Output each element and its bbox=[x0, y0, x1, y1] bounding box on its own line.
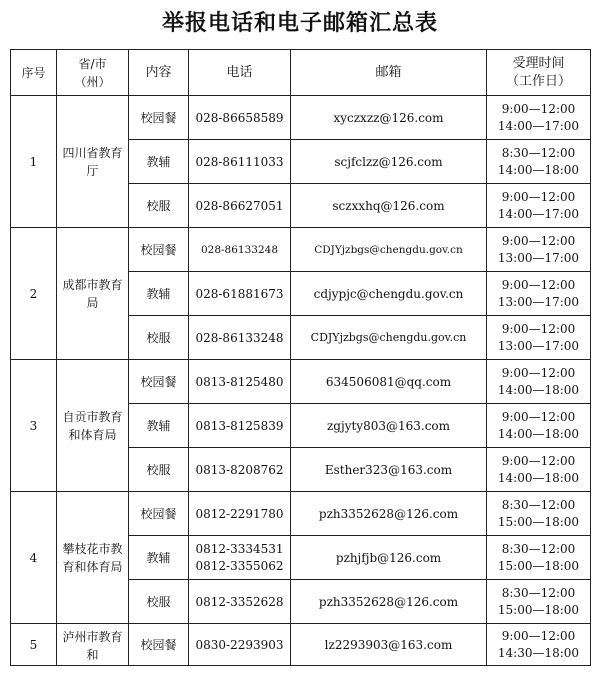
content-cell: 校园餐 bbox=[129, 96, 189, 140]
time-morning: 9:00—12:00 bbox=[501, 189, 576, 204]
time-afternoon: 15:00—18:00 bbox=[497, 602, 580, 617]
seq-cell: 4 bbox=[11, 492, 57, 624]
phone-cell: 028-86627051 bbox=[189, 184, 291, 228]
header-email: 邮箱 bbox=[291, 50, 487, 96]
phone-cell bbox=[189, 536, 291, 580]
time-morning: 8:30—12:00 bbox=[501, 497, 576, 512]
email-cell: cdjypjc@chengdu.gov.cn bbox=[291, 272, 487, 316]
time-morning: 8:30—12:00 bbox=[501, 585, 576, 600]
province-cell: 泸州市教育和 bbox=[57, 624, 129, 666]
email-cell: CDJYjzbgs@chengdu.gov.cn bbox=[291, 316, 487, 360]
time-afternoon: 15:00—18:00 bbox=[497, 558, 580, 573]
table-row bbox=[11, 492, 591, 536]
time-afternoon: 14:00—18:00 bbox=[497, 162, 580, 177]
seq-cell: 2 bbox=[11, 228, 57, 360]
time-morning: 9:00—12:00 bbox=[501, 409, 576, 424]
header-time-line2: （工作日） bbox=[505, 73, 571, 89]
time-afternoon: 14:00—18:00 bbox=[497, 470, 580, 485]
phone-cell: 0813-8208762 bbox=[189, 448, 291, 492]
phone-cell: 0812-3352628 bbox=[189, 580, 291, 624]
phone-line2: 0812-3355062 bbox=[195, 558, 284, 573]
time-afternoon: 14:30—18:00 bbox=[497, 645, 580, 660]
content-cell: 教辅 bbox=[129, 272, 189, 316]
time-cell bbox=[487, 536, 591, 580]
time-afternoon: 14:00—17:00 bbox=[497, 206, 580, 221]
table-header-row bbox=[11, 50, 591, 96]
table-row bbox=[11, 228, 591, 272]
email-cell: CDJYjzbgs@chengdu.gov.cn bbox=[291, 228, 487, 272]
seq-cell: 1 bbox=[11, 96, 57, 228]
time-morning: 9:00—12:00 bbox=[501, 321, 576, 336]
time-afternoon: 14:00—18:00 bbox=[497, 382, 580, 397]
time-morning: 9:00—12:00 bbox=[501, 101, 576, 116]
report-contact-table bbox=[10, 49, 591, 666]
content-cell: 校园餐 bbox=[129, 360, 189, 404]
time-afternoon: 14:00—17:00 bbox=[497, 118, 580, 133]
time-afternoon: 14:00—18:00 bbox=[497, 426, 580, 441]
table-row bbox=[11, 360, 591, 404]
email-cell: 634506081@qq.com bbox=[291, 360, 487, 404]
seq-cell: 3 bbox=[11, 360, 57, 492]
time-morning: 8:30—12:00 bbox=[501, 145, 576, 160]
time-cell bbox=[487, 96, 591, 140]
phone-cell: 0830-2293903 bbox=[189, 624, 291, 666]
time-morning: 8:30—12:00 bbox=[501, 541, 576, 556]
time-cell bbox=[487, 492, 591, 536]
phone-cell: 0812-2291780 bbox=[189, 492, 291, 536]
header-phone: 电话 bbox=[189, 50, 291, 96]
email-cell: pzh3352628@126.com bbox=[291, 580, 487, 624]
time-morning: 9:00—12:00 bbox=[501, 628, 576, 643]
time-cell bbox=[487, 184, 591, 228]
table-row bbox=[11, 624, 591, 666]
province-cell: 四川省教育厅 bbox=[57, 96, 129, 228]
header-province-line2: （州） bbox=[74, 74, 111, 89]
header-content: 内容 bbox=[129, 50, 189, 96]
header-province bbox=[57, 50, 129, 96]
table-row bbox=[11, 96, 591, 140]
phone-cell: 0813-8125839 bbox=[189, 404, 291, 448]
province-cell: 成都市教育局 bbox=[57, 228, 129, 360]
email-cell: Esther323@163.com bbox=[291, 448, 487, 492]
province-cell: 自贡市教育和体育局 bbox=[57, 360, 129, 492]
page-title: 举报电话和电子邮箱汇总表 bbox=[161, 11, 438, 36]
time-afternoon: 13:00—17:00 bbox=[497, 294, 580, 309]
phone-line1: 0812-3334531 bbox=[195, 541, 284, 556]
phone-cell: 028-61881673 bbox=[189, 272, 291, 316]
phone-cell: 028-86133248 bbox=[189, 228, 291, 272]
time-afternoon: 13:00—17:00 bbox=[497, 338, 580, 353]
email-cell: scjfclzz@126.com bbox=[291, 140, 487, 184]
time-morning: 9:00—12:00 bbox=[501, 277, 576, 292]
time-afternoon: 15:00—18:00 bbox=[497, 514, 580, 529]
time-cell bbox=[487, 580, 591, 624]
content-cell: 校服 bbox=[129, 184, 189, 228]
content-cell: 校服 bbox=[129, 448, 189, 492]
time-morning: 9:00—12:00 bbox=[501, 453, 576, 468]
content-cell: 校园餐 bbox=[129, 492, 189, 536]
email-cell: xyczxzz@126.com bbox=[291, 96, 487, 140]
phone-cell: 028-86658589 bbox=[189, 96, 291, 140]
header-province-line1: 省/市 bbox=[78, 56, 107, 71]
content-cell: 教辅 bbox=[129, 404, 189, 448]
time-cell bbox=[487, 140, 591, 184]
time-cell bbox=[487, 316, 591, 360]
time-afternoon: 13:00—17:00 bbox=[497, 250, 580, 265]
email-cell: pzhjfjb@126.com bbox=[291, 536, 487, 580]
time-cell bbox=[487, 272, 591, 316]
header-time-line1: 受理时间 bbox=[512, 55, 565, 71]
content-cell: 校服 bbox=[129, 580, 189, 624]
header-seq: 序号 bbox=[11, 50, 57, 96]
content-cell: 校园餐 bbox=[129, 624, 189, 666]
content-cell: 校服 bbox=[129, 316, 189, 360]
time-cell bbox=[487, 228, 591, 272]
time-morning: 9:00—12:00 bbox=[501, 365, 576, 380]
header-time bbox=[487, 50, 591, 96]
seq-cell: 5 bbox=[11, 624, 57, 666]
content-cell: 教辅 bbox=[129, 140, 189, 184]
phone-cell: 028-86133248 bbox=[189, 316, 291, 360]
time-cell bbox=[487, 448, 591, 492]
content-cell: 校园餐 bbox=[129, 228, 189, 272]
email-cell: lz2293903@163.com bbox=[291, 624, 487, 666]
email-cell: sczxxhq@126.com bbox=[291, 184, 487, 228]
province-cell: 攀枝花市教育和体育局 bbox=[57, 492, 129, 624]
email-cell: zgjyty803@163.com bbox=[291, 404, 487, 448]
content-cell: 教辅 bbox=[129, 536, 189, 580]
email-cell: pzh3352628@126.com bbox=[291, 492, 487, 536]
phone-cell: 0813-8125480 bbox=[189, 360, 291, 404]
phone-cell: 028-86111033 bbox=[189, 140, 291, 184]
time-cell bbox=[487, 404, 591, 448]
time-cell bbox=[487, 624, 591, 666]
time-morning: 9:00—12:00 bbox=[501, 233, 576, 248]
time-cell bbox=[487, 360, 591, 404]
